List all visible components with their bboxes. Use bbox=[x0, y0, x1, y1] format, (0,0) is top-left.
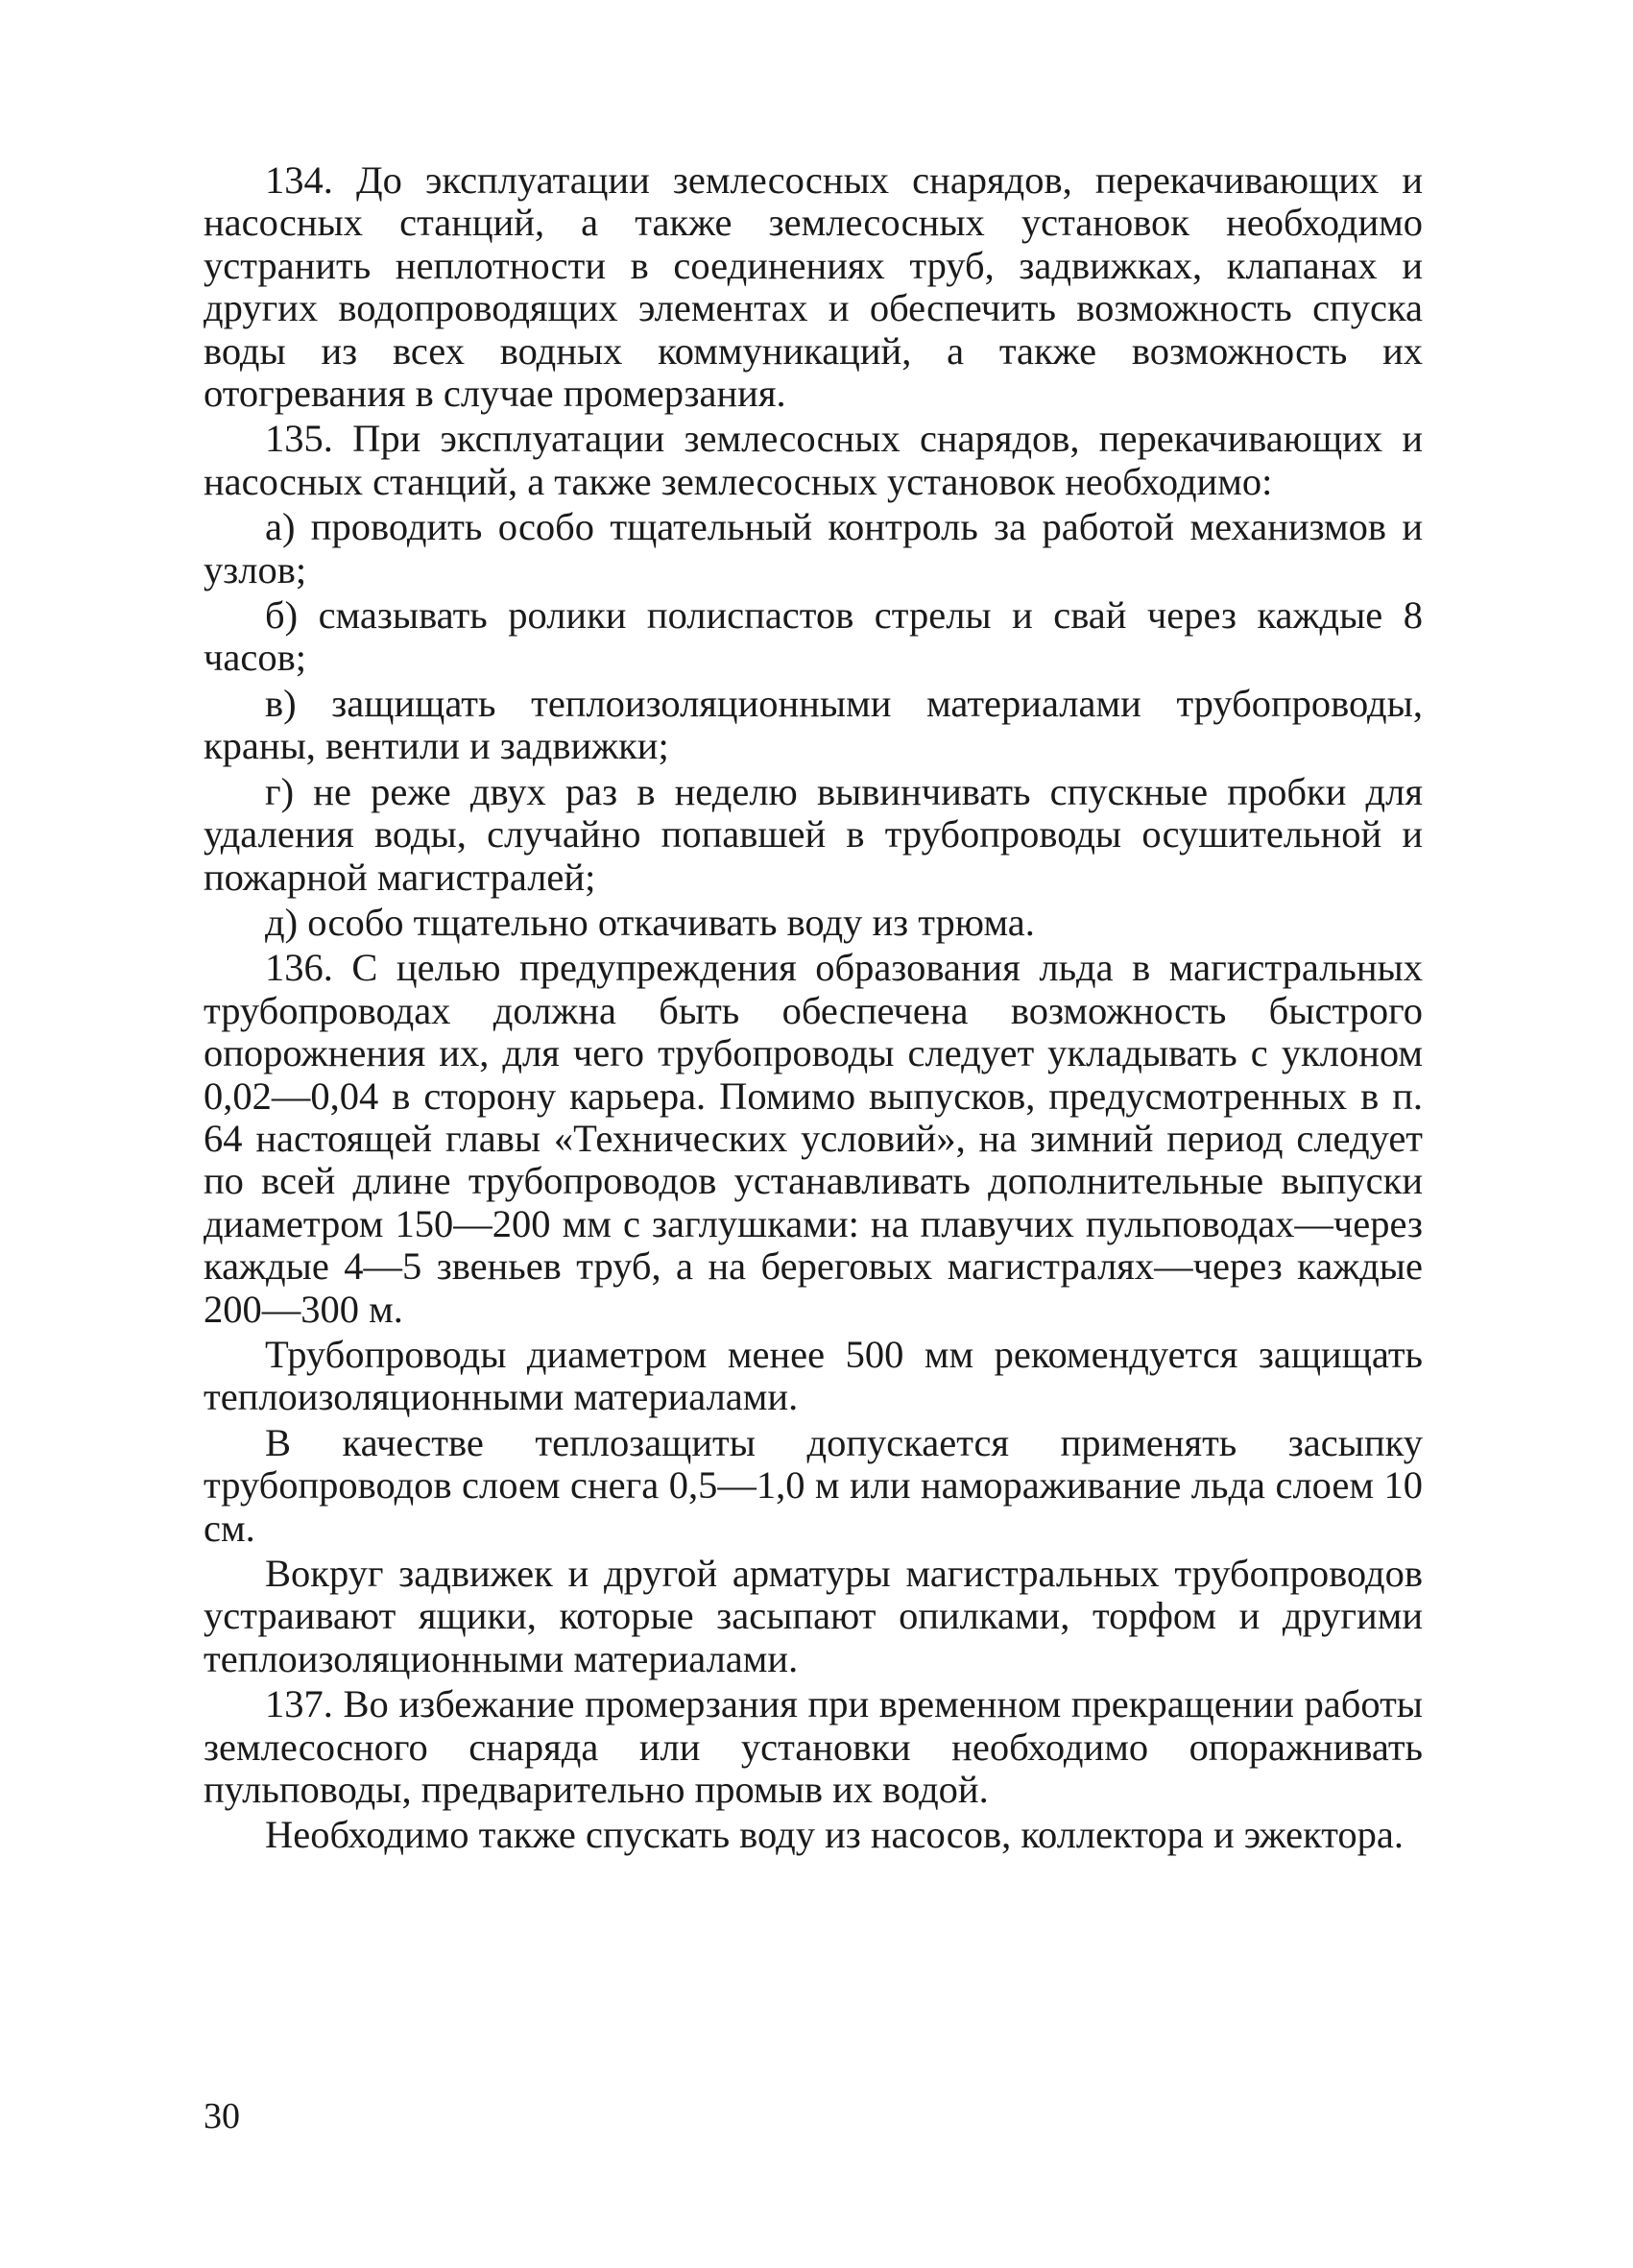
list-item-a: а) проводить особо тщательный контроль за работой механизмов и узлов; bbox=[204, 505, 1423, 591]
paragraph-valve-boxes: Вокруг задвижек и другой арматуры магистральных трубопроводов устраивают ящики, которые засыпают опилками, торфом и другими теплоизоляционными материалами. bbox=[204, 1552, 1423, 1680]
paragraph-136: 136. С целью предупреждения образования льда в магистральных трубопроводах должна быть обеспечена возможность быстрого опорожнения их, для чего трубопроводы следует укладывать с уклоном 0,02—0,04 в сторону карьера. Помимо выпусков, предусмотренных в п. 64 настоящей главы «Технических условий», на зимний период следует по всей длине трубопроводов устанавливать дополнительные выпуски диаметром 150—200 мм с заглушками: на плавучих пульповодах—через каждые 4—5 звеньев труб, а на береговых магистралях—через каждые 200—300 м. bbox=[204, 946, 1423, 1331]
list-item-b: б) смазывать ролики полиспастов стрелы и свай через каждые 8 часов; bbox=[204, 593, 1423, 680]
paragraph-thermal-protection: В качестве теплозащиты допускается применять засыпку трубопроводов слоем снега 0,5—1,0 м или намораживание льда слоем 10 см. bbox=[204, 1420, 1423, 1550]
paragraph-135: 135. При эксплуатации землесосных снарядов, перекачивающих и насосных станций, а также землесосных установок необходимо: bbox=[204, 417, 1423, 503]
list-item-g: г) не реже двух раз в неделю вывинчивать спускные пробки для удаления воды, случайно попавшей в трубопроводы осушительной и пожарной магистралей; bbox=[204, 769, 1423, 899]
paragraph-drain-pumps: Необходимо также спускать воду из насосов, коллектора и эжектора. bbox=[265, 1813, 1405, 1857]
page-number: 30 bbox=[204, 2096, 240, 2136]
list-item-v: в) защищать теплоизоляционными материалами трубопроводы, краны, вентили и задвижки; bbox=[204, 681, 1423, 768]
page-body bbox=[204, 159, 1423, 1860]
paragraph-pipe-insulation: Трубопроводы диаметром менее 500 мм рекомендуется защищать теплоизоляционными материалами. bbox=[204, 1332, 1423, 1419]
list-item-d: д) особо тщательно откачивать воду из трюма. bbox=[265, 900, 1035, 944]
paragraph-134: 134. До эксплуатации землесосных снарядов, перекачивающих и насосных станций, а также землесосных установок необходимо устранить неплотности в соединениях труб, задвижках, клапанах и других водопроводящих элементах и обеспечить возможность спуска воды из всех водных коммуникаций, а также возможность их отогревания в случае промерзания. bbox=[204, 158, 1423, 416]
paragraph-137: 137. Во избежание промерзания при временном прекращении работы землесосного снаряда или установки необходимо опоражнивать пульповоды, предварительно промыв их водой. bbox=[204, 1682, 1423, 1812]
